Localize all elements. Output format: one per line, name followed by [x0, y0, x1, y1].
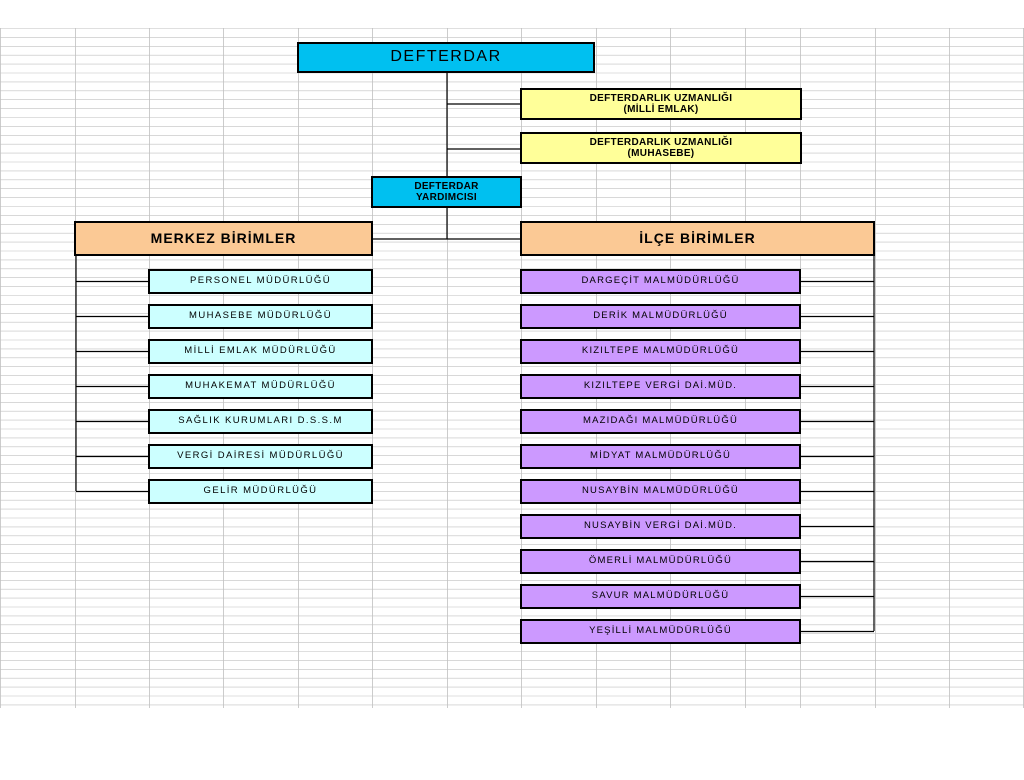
central-unit: MUHAKEMAT MÜDÜRLÜĞÜ — [148, 374, 373, 399]
central-unit: PERSONEL MÜDÜRLÜĞÜ — [148, 269, 373, 294]
district-unit: MİDYAT MALMÜDÜRLÜĞÜ — [520, 444, 801, 469]
specialist-milli-emlak-box — [520, 88, 802, 120]
district-unit: MAZIDAĞI MALMÜDÜRLÜĞÜ — [520, 409, 801, 434]
district-unit: ÖMERLİ MALMÜDÜRLÜĞÜ — [520, 549, 801, 574]
district-unit: SAVUR MALMÜDÜRLÜĞÜ — [520, 584, 801, 609]
ilce-birimler-box: İLÇE BİRİMLER — [520, 221, 875, 256]
central-unit: GELİR MÜDÜRLÜĞÜ — [148, 479, 373, 504]
district-unit: DARGEÇİT MALMÜDÜRLÜĞÜ — [520, 269, 801, 294]
district-unit: KIZILTEPE VERGİ DAİ.MÜD. — [520, 374, 801, 399]
central-unit: MUHASEBE MÜDÜRLÜĞÜ — [148, 304, 373, 329]
central-unit: MİLLİ EMLAK MÜDÜRLÜĞÜ — [148, 339, 373, 364]
district-unit: YEŞİLLİ MALMÜDÜRLÜĞÜ — [520, 619, 801, 644]
district-unit: NUSAYBİN VERGİ DAİ.MÜD. — [520, 514, 801, 539]
assistant-line2: YARDIMCISI — [416, 192, 477, 203]
specialist-2-line2: (MUHASEBE) — [627, 148, 695, 159]
specialist-2-line1: DEFTERDARLIK UZMANLIĞI — [589, 136, 733, 148]
specialist-1-line2: (MİLLİ EMLAK) — [623, 104, 699, 115]
district-unit: DERİK MALMÜDÜRLÜĞÜ — [520, 304, 801, 329]
defterdar-box: DEFTERDAR — [297, 42, 595, 73]
assistant-line1: DEFTERDAR — [414, 180, 479, 192]
specialist-muhasebe-box — [520, 132, 802, 164]
merkez-birimler-box: MERKEZ BİRİMLER — [74, 221, 373, 256]
central-unit: SAĞLIK KURUMLARI D.S.S.M — [148, 409, 373, 434]
district-unit: NUSAYBİN MALMÜDÜRLÜĞÜ — [520, 479, 801, 504]
defterdar-yardimcisi-box — [371, 176, 522, 208]
district-unit: KIZILTEPE MALMÜDÜRLÜĞÜ — [520, 339, 801, 364]
specialist-1-line1: DEFTERDARLIK UZMANLIĞI — [589, 92, 733, 104]
central-unit: VERGİ DAİRESİ MÜDÜRLÜĞÜ — [148, 444, 373, 469]
